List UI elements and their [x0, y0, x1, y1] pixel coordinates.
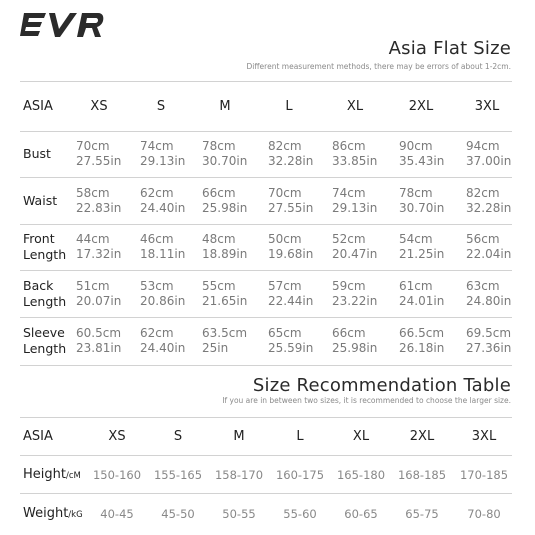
table-divider — [20, 177, 512, 178]
inch-value: 22.44in — [268, 294, 314, 308]
measurement-cell — [76, 326, 121, 356]
inch-value: 30.70in — [399, 201, 445, 215]
cm-value: 66.5cm — [399, 326, 445, 340]
size-recommendation-title: Size Recommendation Table — [252, 375, 511, 396]
cm-value: 66cm — [202, 186, 236, 200]
unit-label: /cM — [65, 471, 81, 481]
inch-value: 24.40in — [140, 341, 186, 355]
range-cell: 155-165 — [153, 468, 203, 482]
cm-value: 86cm — [332, 139, 366, 153]
table-divider — [20, 493, 512, 494]
measurement-cell — [202, 186, 247, 216]
range-cell: 55-60 — [283, 507, 317, 521]
cm-value: 63.5cm — [202, 326, 248, 340]
inch-value: 23.81in — [76, 341, 122, 355]
cm-value: 78cm — [399, 186, 433, 200]
inch-value: 18.11in — [140, 247, 186, 261]
measurement-cell — [268, 326, 313, 356]
inch-value: 24.80in — [466, 294, 512, 308]
inch-value: 20.07in — [76, 294, 122, 308]
table-divider — [20, 365, 512, 366]
measurement-cell — [140, 279, 185, 309]
flat-size-title: Asia Flat Size — [388, 38, 511, 59]
cm-value: 63cm — [466, 279, 500, 293]
size-header: S — [173, 429, 183, 444]
region-header: ASIA — [23, 429, 53, 444]
cm-value: 94cm — [466, 139, 500, 153]
cm-value: 66cm — [332, 326, 366, 340]
range-cell: 168-185 — [397, 468, 447, 482]
row-label-text: Weight — [23, 506, 69, 521]
row-label — [23, 278, 66, 310]
cm-value: 82cm — [268, 139, 302, 153]
measurement-cell — [466, 232, 511, 262]
measurement-cell — [202, 279, 247, 309]
cm-value: 69.5cm — [466, 326, 512, 340]
cm-value: 55cm — [202, 279, 236, 293]
size-header: 3XL — [474, 99, 500, 114]
measurement-cell — [466, 279, 511, 309]
measurement-cell — [268, 279, 313, 309]
range-cell: 165-180 — [336, 468, 386, 482]
inch-value: 25.98in — [202, 201, 248, 215]
row-label-line: Bust — [23, 146, 51, 161]
size-header: XL — [352, 429, 370, 444]
table-divider — [20, 417, 512, 418]
row-label-line: Back — [23, 278, 54, 293]
cm-value: 44cm — [76, 232, 110, 246]
measurement-cell — [76, 232, 121, 262]
cm-value: 54cm — [399, 232, 433, 246]
measurement-cell — [76, 279, 121, 309]
row-label-line: Front — [23, 231, 55, 246]
measurement-cell — [268, 186, 313, 216]
table-divider — [20, 131, 512, 132]
measurement-cell — [268, 139, 313, 169]
inch-value: 19.68in — [268, 247, 314, 261]
row-label-line: Waist — [23, 193, 58, 208]
inch-value: 25.98in — [332, 341, 378, 355]
measurement-cell — [140, 139, 185, 169]
cm-value: 62cm — [140, 326, 174, 340]
measurement-cell — [268, 232, 313, 262]
measurement-cell — [332, 279, 377, 309]
cm-value: 59cm — [332, 279, 366, 293]
row-label — [23, 325, 66, 357]
inch-value: 30.70in — [202, 154, 248, 168]
cm-value: 52cm — [332, 232, 366, 246]
measurement-cell — [202, 326, 247, 356]
cm-value: 62cm — [140, 186, 174, 200]
range-cell: 40-45 — [100, 507, 134, 521]
range-cell: 60-65 — [344, 507, 378, 521]
row-label-text: Height — [23, 467, 66, 482]
measurement-cell — [332, 326, 377, 356]
cm-value: 57cm — [268, 279, 302, 293]
inch-value: 32.28in — [268, 154, 314, 168]
inch-value: 25in — [202, 341, 229, 355]
inch-value: 33.85in — [332, 154, 378, 168]
inch-value: 29.13in — [140, 154, 186, 168]
inch-value: 27.36in — [466, 341, 512, 355]
cm-value: 82cm — [466, 186, 500, 200]
cm-value: 58cm — [76, 186, 110, 200]
row-label-line: Length — [23, 247, 67, 262]
table-divider — [20, 224, 512, 225]
inch-value: 21.25in — [399, 247, 445, 261]
cm-value: 60.5cm — [76, 326, 122, 340]
unit-label: /kG — [68, 510, 83, 520]
range-cell: 70-80 — [467, 507, 501, 521]
row-label-line: Length — [23, 294, 67, 309]
size-header: XS — [90, 99, 108, 114]
cm-value: 74cm — [140, 139, 174, 153]
measurement-cell — [202, 232, 247, 262]
cm-value: 90cm — [399, 139, 433, 153]
cm-value: 61cm — [399, 279, 433, 293]
range-cell: 170-185 — [459, 468, 509, 482]
size-header: M — [219, 99, 231, 114]
inch-value: 27.55in — [76, 154, 122, 168]
region-header: ASIA — [23, 99, 53, 114]
cm-value: 56cm — [466, 232, 500, 246]
cm-value: 51cm — [76, 279, 110, 293]
row-label — [23, 467, 81, 482]
cm-value: 53cm — [140, 279, 174, 293]
measurement-cell — [399, 232, 444, 262]
measurement-cell — [76, 139, 121, 169]
inch-value: 24.01in — [399, 294, 445, 308]
measurement-cell — [399, 326, 444, 356]
measurement-cell — [466, 186, 511, 216]
range-cell: 158-170 — [214, 468, 264, 482]
row-label — [23, 231, 66, 263]
measurement-cell — [332, 232, 377, 262]
size-header: S — [156, 99, 166, 114]
cm-value: 78cm — [202, 139, 236, 153]
size-header: 2XL — [409, 429, 435, 444]
measurement-cell — [202, 139, 247, 169]
size-recommendation-note: If you are in between two sizes, it is recommended to choose the larger size. — [222, 396, 511, 405]
inch-value: 23.22in — [332, 294, 378, 308]
measurement-cell — [332, 139, 377, 169]
row-label-line: Length — [23, 341, 67, 356]
measurement-cell — [140, 186, 185, 216]
cm-value: 65cm — [268, 326, 302, 340]
inch-value: 29.13in — [332, 201, 378, 215]
row-label — [23, 193, 57, 209]
range-cell: 160-175 — [275, 468, 325, 482]
size-header: M — [233, 429, 245, 444]
measurement-cell — [140, 326, 185, 356]
inch-value: 32.28in — [466, 201, 512, 215]
inch-value: 27.55in — [268, 201, 314, 215]
table-divider — [20, 270, 512, 271]
table-divider — [20, 317, 512, 318]
inch-value: 35.43in — [399, 154, 445, 168]
range-cell: 45-50 — [161, 507, 195, 521]
size-header: L — [285, 99, 293, 114]
table-divider — [20, 455, 512, 456]
inch-value: 21.65in — [202, 294, 248, 308]
range-cell: 50-55 — [222, 507, 256, 521]
measurement-cell — [399, 139, 444, 169]
size-header: 2XL — [408, 99, 434, 114]
inch-value: 24.40in — [140, 201, 186, 215]
size-header: XS — [108, 429, 126, 444]
brand-logo — [20, 10, 104, 42]
measurement-cell — [140, 232, 185, 262]
size-header: XL — [346, 99, 364, 114]
flat-size-note: Different measurement methods, there may be errors of about 1-2cm. — [246, 62, 511, 71]
measurement-cell — [399, 186, 444, 216]
cm-value: 70cm — [76, 139, 110, 153]
measurement-cell — [466, 326, 511, 356]
measurement-cell — [466, 139, 511, 169]
measurement-cell — [76, 186, 121, 216]
inch-value: 22.04in — [466, 247, 512, 261]
inch-value: 20.86in — [140, 294, 186, 308]
inch-value: 18.89in — [202, 247, 248, 261]
cm-value: 70cm — [268, 186, 302, 200]
table-divider — [20, 81, 512, 82]
inch-value: 26.18in — [399, 341, 445, 355]
row-label-line: Sleeve — [23, 325, 65, 340]
inch-value: 22.83in — [76, 201, 122, 215]
range-cell: 150-160 — [92, 468, 142, 482]
cm-value: 74cm — [332, 186, 366, 200]
inch-value: 17.32in — [76, 247, 122, 261]
measurement-cell — [399, 279, 444, 309]
inch-value: 37.00in — [466, 154, 512, 168]
cm-value: 46cm — [140, 232, 174, 246]
size-header: L — [296, 429, 304, 444]
inch-value: 20.47in — [332, 247, 378, 261]
size-header: 3XL — [471, 429, 497, 444]
measurement-cell — [332, 186, 377, 216]
cm-value: 48cm — [202, 232, 236, 246]
cm-value: 50cm — [268, 232, 302, 246]
row-label — [23, 506, 83, 521]
inch-value: 25.59in — [268, 341, 314, 355]
range-cell: 65-75 — [405, 507, 439, 521]
row-label — [23, 146, 51, 162]
